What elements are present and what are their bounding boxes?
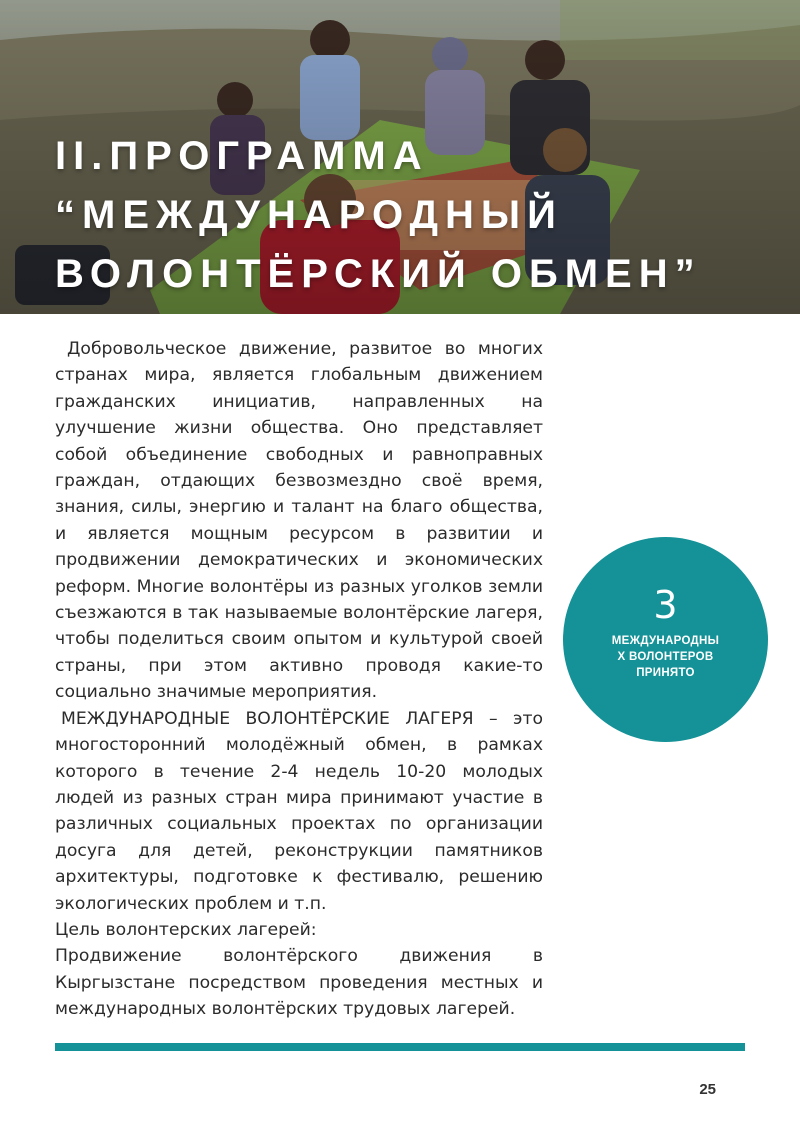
stat-circle	[563, 537, 768, 742]
paragraph: Добровольческое движение, развитое во многих странах мира, является глобальным движением гражданских инициатив, направленных на улучшение жизни общества. Оно представляет собой объединение свободных и равноправных граждан, отдающих безвозмездно своё время, знания, силы, энергию и талант на благо общества, и является мощным ресурсом в развитии и продвижении демократических и экономических реформ. Многие волонтёры из разных уголков земли съезжаются в так называемые волонтёрские лагеря, чтобы поделиться своим опытом и культурой своей страны, при этом активно проводя какие-то социально значимые мероприятия.	[55, 339, 543, 703]
hero-photo-banner	[0, 0, 800, 314]
page-title-line: “МЕЖДУНАРОДНЫЙ	[55, 193, 563, 237]
paragraph: Продвижение волонтёрского движения в Кыргызстане посредством проведения местных и международных волонтёрских трудовых лагерей.	[55, 946, 543, 1020]
page-title	[55, 127, 702, 304]
page-number: 25	[699, 1081, 716, 1098]
page-title-line: II.ПРОГРАММА	[55, 134, 429, 178]
body-text	[55, 336, 543, 1023]
page-title-line: ВОЛОНТЁРСКИЙ ОБМЕН”	[55, 252, 702, 296]
stat-label: МЕЖДУНАРОДНЫ Х ВОЛОНТЕРОВ ПРИНЯТО	[611, 634, 720, 679]
paragraph: МЕЖДУНАРОДНЫЕ ВОЛОНТЁРСКИЕ ЛАГЕРЯ – это многосторонний молодёжный обмен, в рамках которого в течение 2-4 недель 10-20 молодых людей из разных стран мира принимают участие в различных социальных проектах по организации досуга для детей, реконструкции памятников архитектуры, подготовке к фестивалю, решению экологических проблем и т.п.	[55, 708, 543, 914]
stat-number: 3	[653, 582, 678, 627]
paragraph: Цель волонтерских лагерей:	[55, 919, 317, 940]
footer-divider	[55, 1043, 745, 1051]
